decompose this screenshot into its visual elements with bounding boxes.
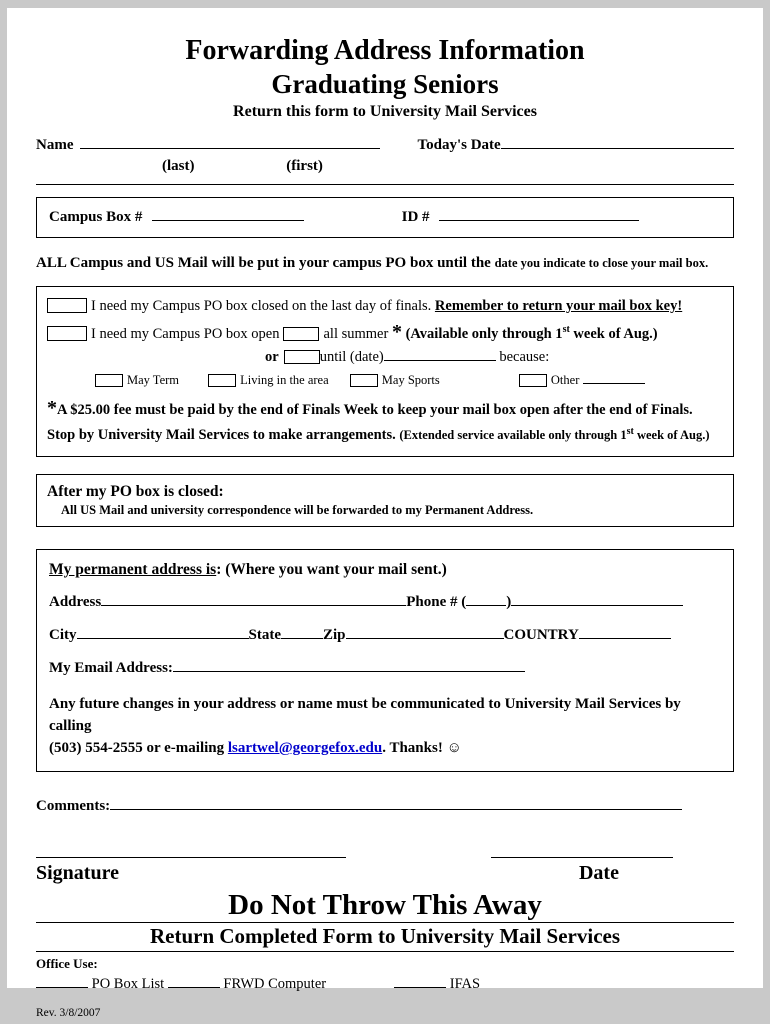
po-options-box	[36, 286, 734, 457]
date-label: Date	[578, 861, 619, 884]
or-label: or	[265, 348, 279, 365]
office-use-row	[36, 976, 734, 993]
mail-notice	[36, 253, 734, 273]
address-change-line1: Any future changes in your address or name must be communicated to University Mail Services by calling	[49, 695, 681, 734]
name-label: Name	[36, 137, 74, 153]
address-row	[49, 594, 721, 611]
smiley-icon: ☺	[446, 739, 462, 756]
until-date-label: until (date)	[319, 348, 384, 365]
return-form-heading: Return Completed Form to University Mail Services	[36, 922, 734, 952]
may-term-label: May Term	[127, 372, 180, 387]
extended-note: (Extended service available only through 1st week of Aug.)	[399, 425, 710, 442]
comments-field[interactable]	[110, 807, 682, 810]
last-hint: (last)	[162, 158, 195, 174]
mail-notice-small: date you indicate to close your mail box.	[494, 256, 709, 270]
signature-labels	[36, 858, 734, 888]
page-title: Forwarding Address Information	[185, 35, 585, 66]
may-sports-label: May Sports	[381, 372, 440, 387]
open-option-row	[47, 319, 723, 345]
fee-line1: A $25.00 fee must be paid by the end of Finals Week to keep your mail box open after the end of Finals.	[57, 401, 693, 418]
fee-line2: Stop by University Mail Services to make arrangements.	[47, 426, 400, 443]
permanent-address-box	[36, 549, 734, 772]
living-in-area-label: Living in the area	[240, 372, 329, 387]
fee-asterisk: *	[47, 396, 57, 419]
address-change-line2: (503) 554-2555 or e-mailing lsartwel@georgefox.edu. Thanks! ☺	[49, 739, 462, 756]
all-summer-checkbox[interactable]	[283, 327, 319, 341]
address-field[interactable]	[101, 603, 406, 606]
city-label: City	[49, 626, 77, 643]
or-until-row	[47, 347, 723, 368]
until-date-field[interactable]	[384, 358, 496, 361]
ifas-label: IFAS	[446, 975, 481, 992]
may-term-checkbox[interactable]	[95, 374, 123, 387]
comments-label: Comments:	[36, 797, 111, 814]
state-field[interactable]	[281, 636, 323, 639]
name-hints	[36, 156, 734, 176]
name-row	[36, 137, 734, 154]
country-field[interactable]	[579, 636, 671, 639]
may-sports-checkbox[interactable]	[350, 374, 378, 387]
zip-field[interactable]	[346, 636, 504, 639]
todays-date-label: Today's Date	[417, 137, 501, 153]
page-title-line2: Graduating Seniors	[271, 69, 499, 99]
living-in-area-checkbox[interactable]	[208, 374, 236, 387]
divider	[36, 184, 734, 185]
frwd-field[interactable]	[168, 985, 220, 988]
permanent-address-title: My permanent address is: (Where you want your mail sent.)	[49, 560, 447, 578]
after-closed-box	[36, 474, 734, 527]
closed-checkbox[interactable]	[47, 298, 87, 313]
open-option-text: I need my Campus PO box open	[91, 325, 280, 342]
office-use-label: Office Use:	[36, 955, 98, 971]
state-label: State	[248, 626, 281, 643]
country-label: COUNTRY	[503, 626, 579, 643]
other-label: Other	[550, 372, 583, 387]
todays-date-field[interactable]	[501, 146, 734, 149]
asterisk: *	[391, 320, 402, 343]
email-link[interactable]: lsartwel@georgefox.edu	[227, 739, 383, 756]
campus-box-field[interactable]	[152, 218, 304, 221]
city-row	[49, 627, 721, 644]
ifas-field[interactable]	[394, 985, 446, 988]
phone-close-paren: )	[506, 593, 512, 610]
campus-box-label: Campus Box #	[49, 209, 143, 225]
city-field[interactable]	[77, 636, 249, 639]
id-field[interactable]	[439, 218, 639, 221]
phone-number-field[interactable]	[511, 603, 683, 606]
fee-note	[47, 396, 723, 446]
open-checkbox[interactable]	[47, 326, 87, 341]
other-field[interactable]	[583, 381, 645, 384]
po-box-list-label: PO Box List	[88, 975, 168, 992]
page-subtitle: Return this form to University Mail Services	[233, 103, 537, 120]
closed-option-text: I need my Campus PO box closed on the last day of finals.	[91, 298, 435, 314]
frwd-label: FRWD Computer	[219, 975, 327, 992]
phone-label: Phone # (	[406, 593, 467, 610]
return-key-emphasis: Remember to return your mail box key!	[434, 298, 683, 314]
email-label: My Email Address:	[49, 659, 173, 676]
after-closed-title: After my PO box is closed:	[47, 482, 224, 500]
address-change-note	[49, 693, 721, 759]
because-label: because:	[495, 348, 550, 365]
form-page	[7, 8, 763, 1019]
reasons-row	[47, 370, 723, 391]
po-box-list-field[interactable]	[36, 985, 88, 988]
phone-area-field[interactable]	[466, 603, 506, 606]
until-date-checkbox[interactable]	[284, 350, 320, 364]
mail-notice-main: ALL Campus and US Mail will be put in your campus PO box until the	[36, 255, 495, 271]
other-checkbox[interactable]	[519, 374, 547, 387]
name-field[interactable]	[80, 146, 380, 149]
email-row	[49, 660, 721, 677]
do-not-throw-heading: Do Not Throw This Away	[228, 888, 542, 921]
revision-date: Rev. 3/8/2007	[36, 1006, 101, 1019]
first-hint: (first)	[286, 158, 323, 174]
address-label: Address	[49, 593, 102, 610]
closed-option-row	[47, 296, 723, 317]
id-label: ID #	[401, 209, 430, 225]
campus-id-box	[36, 197, 734, 238]
email-field[interactable]	[173, 669, 525, 672]
signature-label: Signature	[36, 861, 119, 884]
available-note: (Available only through 1st week of Aug.)	[401, 324, 658, 342]
all-summer-text: all summer	[323, 325, 392, 342]
after-closed-body: All US Mail and university correspondence will be forwarded to my Permanent Address.	[61, 502, 534, 517]
zip-label: Zip	[323, 626, 346, 643]
comments-row	[36, 798, 734, 815]
